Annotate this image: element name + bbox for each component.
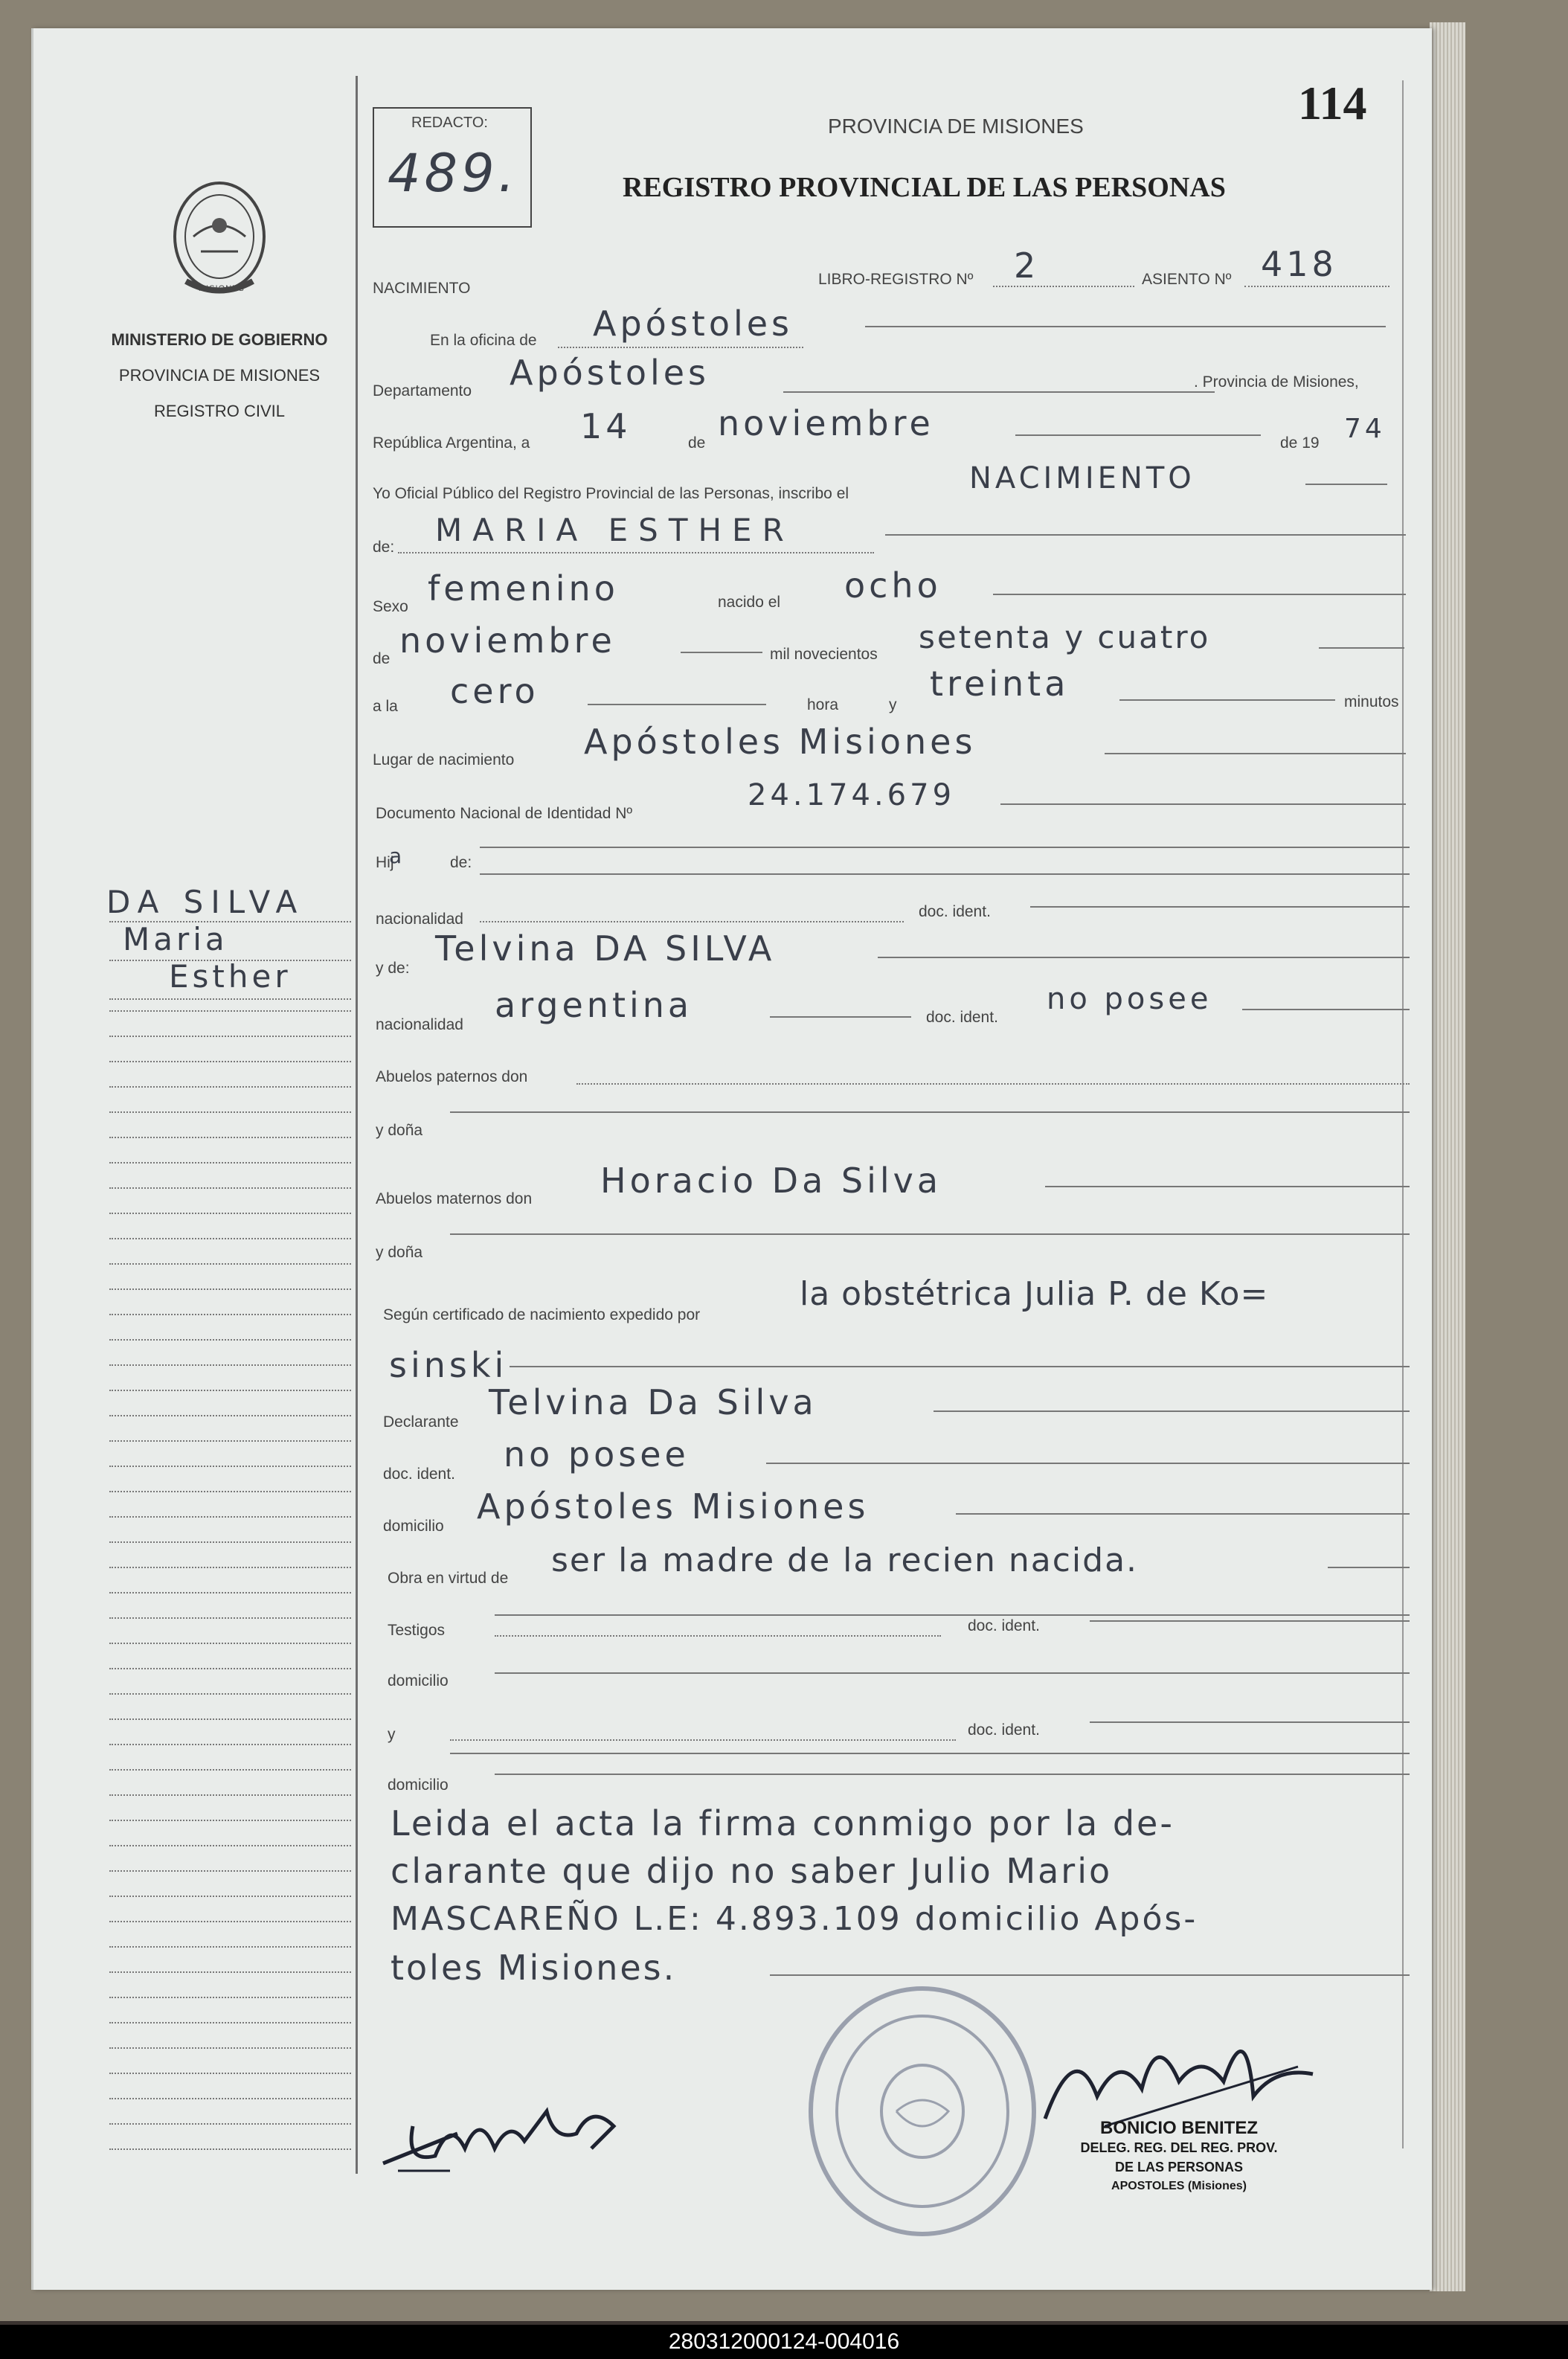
margin-ruled-line — [109, 1187, 351, 1189]
ministry-registry: REGISTRO CIVIL — [153, 402, 286, 420]
margin-ruled-line — [109, 1541, 351, 1543]
margin-ruled-line — [109, 1997, 351, 1998]
nombre-value: MARIA ESTHER — [435, 512, 794, 548]
lugar-value: Apóstoles Misiones — [584, 722, 977, 762]
nacido-mes-fill — [681, 652, 762, 653]
margin-ruled-line — [109, 1516, 351, 1518]
testigo1-doc-fill — [1090, 1620, 1410, 1622]
margin-ruled-line — [109, 1440, 351, 1442]
margin-ruled-line — [109, 1643, 351, 1644]
certificado-line-2: sinski — [389, 1345, 508, 1385]
observacion-fill — [770, 1974, 1410, 1976]
nacido-anio-value: setenta y cuatro — [919, 619, 1211, 655]
oficina-label: En la oficina de — [430, 332, 537, 349]
departamento-label: Departamento — [373, 382, 472, 399]
declarante-doc-value: no posee — [504, 1434, 690, 1474]
redacto-label: REDACTO: — [411, 115, 488, 131]
minutos-label: minutos — [1344, 693, 1399, 710]
margin-note-first: Maria — [123, 921, 228, 957]
abuelo-materno-value: Horacio Da Silva — [600, 1161, 942, 1201]
margin-ruled-line — [109, 2098, 351, 2099]
hijo-fill-1 — [480, 847, 1410, 848]
oficina-fill — [865, 326, 1386, 327]
margin-ruled-line — [109, 1415, 351, 1416]
abuelos-paternos-dots — [576, 1083, 1410, 1085]
margin-ruled-line — [109, 1213, 351, 1214]
libro-line — [993, 286, 1134, 287]
nacionalidad-madre-label: nacionalidad — [376, 1016, 463, 1033]
margin-ruled-line — [109, 1744, 351, 1745]
dona-materna-fill — [450, 1233, 1410, 1235]
declarante-label: Declarante — [383, 1413, 459, 1431]
obra-label: Obra en virtud de — [388, 1570, 509, 1587]
stamp-line-3: DE LAS PERSONAS — [1114, 2160, 1244, 2175]
nombre-dots — [398, 552, 874, 553]
margin-ruled-line — [109, 2123, 351, 2125]
margin-note-second: Esther — [169, 958, 292, 995]
dia-value: 14 — [580, 406, 632, 446]
obra-fill — [1328, 1567, 1410, 1568]
margin-ruled-line — [109, 1896, 351, 1897]
margin-ruled-line — [109, 1137, 351, 1138]
margin-ruled-line — [109, 1820, 351, 1821]
inscribo-value: NACIMIENTO — [969, 461, 1195, 495]
abuelo-materno-fill — [1045, 1186, 1410, 1187]
margin-ruled-line — [109, 1617, 351, 1619]
y-dona-paterna-label: y doña — [376, 1122, 423, 1139]
madre-value: Telvina DA SILVA — [435, 928, 776, 969]
testigo1-domicilio-label: domicilio — [388, 1672, 449, 1689]
asiento-label: ASIENTO Nº — [1142, 271, 1232, 288]
de19-label: de 19 — [1280, 434, 1320, 452]
mil-label: mil novecientos — [770, 646, 878, 663]
dni-fill — [1000, 803, 1406, 805]
margin-ruled-line — [109, 1693, 351, 1695]
testigos-label: Testigos — [388, 1622, 446, 1639]
margin-note-surname: DA SILVA — [106, 884, 305, 920]
madre-nacionalidad-value: argentina — [495, 985, 693, 1025]
declarante-domicilio-label: domicilio — [383, 1518, 444, 1535]
testigos-top-fill — [495, 1614, 1410, 1616]
margin-ruled-line — [109, 1794, 351, 1796]
right-border — [1402, 80, 1404, 2148]
registry-round-seal-icon — [800, 1977, 1045, 2245]
provincia-label: . Provincia de Misiones, — [1194, 373, 1359, 391]
declarante-domicilio-fill — [956, 1513, 1410, 1515]
abuelos-maternos-label: Abuelos maternos don — [376, 1190, 533, 1207]
seal-text: MISIONES — [199, 284, 245, 293]
testigo2-doc-label: doc. ident. — [968, 1721, 1040, 1739]
de-nombre-label: de: — [373, 539, 395, 556]
certificado-line-1: la obstétrica Julia P. de Ko= — [800, 1275, 1269, 1313]
margin-ruled-line — [109, 1036, 351, 1037]
mes-fill — [1015, 434, 1261, 436]
margin-ruled-line — [109, 2148, 351, 2150]
observacion-line-1: Leida el acta la firma conmigo por la de- — [391, 1803, 1175, 1843]
hora-label: hora — [807, 696, 839, 713]
margin-ruled-line — [109, 1718, 351, 1720]
margin-ruled-line — [109, 1086, 351, 1088]
nacionalidad-padre-dots — [480, 921, 904, 922]
dni-value: 24.174.679 — [748, 778, 956, 812]
libro-label: LIBRO-REGISTRO Nº — [818, 271, 974, 288]
minutos-value: treinta — [930, 664, 1070, 704]
y-dona-materna-label: y doña — [376, 1244, 423, 1261]
margin-ruled-line — [109, 1592, 351, 1593]
margin-ruled-line — [109, 998, 351, 1000]
lugar-label: Lugar de nacimiento — [373, 751, 515, 768]
margin-ruled-line — [109, 2073, 351, 2074]
stamp-line-1: BONICIO BENITEZ — [1099, 2118, 1258, 2138]
testigo2-domicilio-fill — [495, 1774, 1410, 1775]
tipo-label: NACIMIENTO — [373, 280, 471, 297]
page-stack-edge — [1430, 22, 1465, 2291]
testigo1-doc-label: doc. ident. — [968, 1617, 1040, 1634]
margin-ruled-line — [109, 921, 351, 922]
margin-ruled-line — [109, 1971, 351, 1973]
libro-value: 2 — [1014, 245, 1040, 286]
de-label: de — [688, 434, 706, 452]
doc-madre-label: doc. ident. — [926, 1009, 998, 1026]
margin-ruled-line — [109, 1921, 351, 1922]
y-de-label: y de: — [376, 960, 410, 977]
stamp-line-4: APOSTOLES (Misiones) — [1111, 2180, 1247, 2192]
province-heading: PROVINCIA DE MISIONES — [828, 115, 1084, 138]
margin-ruled-line — [109, 2022, 351, 2023]
nacido-mes-value: noviembre — [399, 620, 616, 661]
margin-ruled-line — [109, 1390, 351, 1391]
declarante-doc-label: doc. ident. — [383, 1466, 455, 1483]
hora-value: cero — [450, 671, 539, 711]
ministry-block — [86, 322, 353, 429]
margin-ruled-line — [109, 1364, 351, 1366]
margin-ruled-line — [109, 1668, 351, 1669]
margin-divider — [356, 76, 358, 2174]
testigo1-domicilio-fill — [495, 1672, 1410, 1674]
declarante-domicilio-value: Apóstoles Misiones — [477, 1486, 870, 1527]
registry-title: REGISTRO PROVINCIAL DE LAS PERSONAS — [623, 172, 1226, 203]
image-id-footer: 280312000124-004016 — [0, 2325, 1568, 2359]
margin-ruled-line — [109, 1339, 351, 1341]
madre-fill — [878, 957, 1410, 958]
doc-padre-label: doc. ident. — [919, 903, 991, 920]
declarante-fill — [934, 1410, 1410, 1412]
sexo-label: Sexo — [373, 598, 408, 615]
margin-ruled-line — [109, 1238, 351, 1239]
departamento-value: Apóstoles — [510, 353, 710, 393]
page-number: 114 — [1298, 77, 1367, 129]
hijo-label: Hij — [376, 854, 394, 871]
margin-ruled-line — [109, 2047, 351, 2049]
observacion-line-2: clarante que dijo no saber Julio Mario — [391, 1851, 1113, 1891]
abuelos-paternos-label: Abuelos paternos don — [376, 1068, 528, 1085]
testigo2-fill — [450, 1753, 1410, 1754]
testigo2-dots — [450, 1739, 956, 1741]
delegate-stamp — [1045, 2119, 1313, 2196]
hijo-suffix: a — [389, 844, 406, 868]
oficina-value: Apóstoles — [593, 304, 794, 344]
nacido-anio-fill — [1319, 647, 1404, 649]
mes-value: noviembre — [718, 403, 934, 443]
margin-ruled-line — [109, 1567, 351, 1568]
testigos-dots — [495, 1635, 941, 1637]
y-label: y — [889, 696, 897, 713]
declarante-value: Telvina Da Silva — [489, 1382, 817, 1422]
document-page — [31, 28, 1432, 2290]
lugar-fill — [1105, 753, 1406, 754]
margin-ruled-line — [109, 1061, 351, 1062]
declarante-doc-fill — [766, 1463, 1410, 1464]
margin-ruled-line — [109, 1769, 351, 1771]
margin-ruled-line — [109, 1010, 351, 1012]
margin-ruled-line — [109, 960, 351, 961]
testigo2-domicilio-label: domicilio — [388, 1777, 449, 1794]
asiento-line — [1244, 286, 1389, 287]
margin-ruled-line — [109, 1870, 351, 1872]
margin-ruled-line — [109, 1162, 351, 1164]
obra-value: ser la madre de la recien nacida. — [551, 1541, 1139, 1579]
dona-paterna-fill — [450, 1111, 1410, 1113]
y2-label: y — [388, 1726, 396, 1743]
madre-doc-value: no posee — [1047, 982, 1212, 1016]
nacido-fill — [993, 594, 1406, 595]
certificado-fill — [510, 1366, 1410, 1367]
oficina-dots — [558, 347, 803, 348]
redacto-value: 489. — [388, 143, 518, 204]
redacto-box — [373, 107, 532, 228]
margin-ruled-line — [109, 1946, 351, 1948]
ala-label: a la — [373, 698, 398, 715]
nacido-label: nacido el — [718, 594, 781, 611]
margin-ruled-line — [109, 1263, 351, 1265]
inscribo-fill — [1305, 484, 1387, 485]
asiento-value: 418 — [1261, 244, 1337, 284]
madre-doc-fill — [1242, 1009, 1410, 1010]
margin-ruled-line — [109, 1111, 351, 1113]
oficial-label: Yo Oficial Público del Registro Provincial de las Personas, inscribo el — [373, 485, 849, 502]
republica-label: República Argentina, a — [373, 434, 530, 452]
observacion-line-4: toles Misiones. — [391, 1948, 677, 1988]
margin-ruled-line — [109, 1314, 351, 1315]
margin-ruled-line — [109, 1491, 351, 1492]
madre-nac-fill — [770, 1016, 911, 1018]
departamento-fill — [783, 391, 1215, 393]
hora-fill — [588, 704, 766, 705]
anio-value: 74 — [1344, 414, 1386, 444]
doc-padre-fill — [1030, 906, 1410, 908]
de-mes-label: de — [373, 650, 391, 667]
observacion-line-3: MASCAREÑO L.E: 4.893.109 domicilio Após- — [391, 1900, 1198, 1938]
province-seal-icon — [164, 170, 275, 318]
testigo2-doc-fill — [1090, 1721, 1410, 1723]
margin-ruled-line — [109, 1466, 351, 1467]
margin-ruled-line — [109, 1845, 351, 1846]
sexo-value: femenino — [428, 568, 619, 609]
hijo-de-label: de: — [450, 854, 472, 871]
margin-ruled-line — [109, 1288, 351, 1290]
ministry-province: PROVINCIA DE MISIONES — [118, 366, 321, 385]
official-signature-icon — [368, 2059, 666, 2186]
minutos-fill — [1119, 699, 1335, 701]
ministry-title: MINISTERIO DE GOBIERNO — [111, 330, 328, 349]
stamp-line-2: DELEG. REG. DEL REG. PROV. — [1080, 2140, 1278, 2155]
dni-label: Documento Nacional de Identidad Nº — [376, 805, 633, 822]
certificado-label: Según certificado de nacimiento expedido por — [383, 1306, 701, 1323]
hijo-fill-2 — [480, 873, 1410, 875]
nacionalidad-padre-label: nacionalidad — [376, 911, 463, 928]
nacido-dia-value: ocho — [844, 565, 942, 606]
nombre-fill — [885, 534, 1406, 536]
